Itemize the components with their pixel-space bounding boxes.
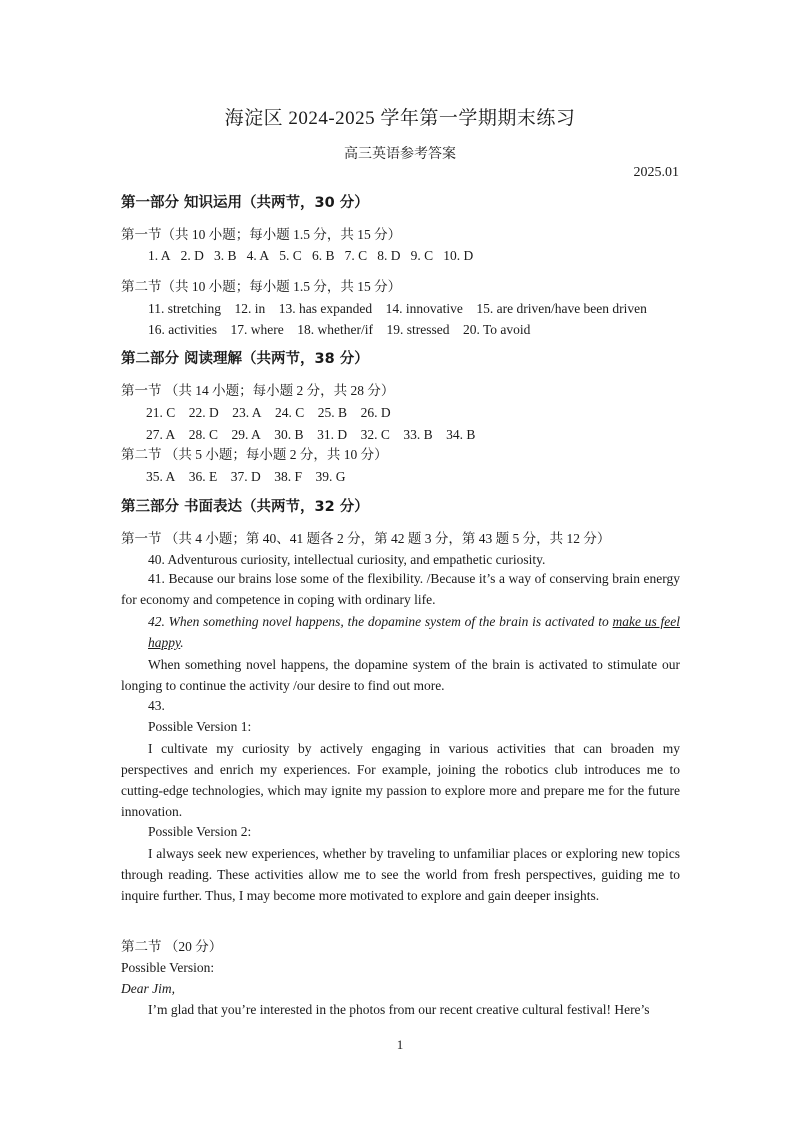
answer-17: 17. where <box>230 322 284 337</box>
part1-sec2-row1 <box>148 300 647 317</box>
answer-42-prefix: 42. When something novel happens, the dopamine system of the brain is activated to <box>148 614 613 629</box>
answer-40: 40. Adventurous curiosity, intellectual curiosity, and empathetic curiosity. <box>148 552 546 567</box>
document-title: 海淀区 2024-2025 学年第一学期期末练习 <box>224 108 576 129</box>
part2-sec1-row2 <box>146 426 475 443</box>
answer-43-label: 43. <box>148 698 165 713</box>
answer-42-underlined: make us feel happy <box>148 614 680 650</box>
answer-2: 2. D <box>180 248 204 263</box>
answer-12: 12. in <box>234 301 266 316</box>
answer-13: 13. has expanded <box>278 301 373 316</box>
part2-sec2-answers <box>146 468 346 485</box>
part1-sec1-answers <box>148 247 473 264</box>
answer-42-suffix: . <box>180 635 184 650</box>
version-1-text: I cultivate my curiosity by actively engaging in various activities that can broaden my perspectives and enrich my experiences. For example, joining the robotics club introduces me to cutting-edge technologies, which may ignite my passion to explore more and prepare me for the future innovation. <box>121 741 680 819</box>
part2-heading: 第二部分 阅读理解（共两节，38 分） <box>121 351 369 367</box>
answer-39: 39. G <box>315 469 346 484</box>
answer-18: 18. whether/if <box>297 322 373 337</box>
answer-31: 31. D <box>317 427 348 442</box>
answer-24: 24. C <box>275 405 305 420</box>
part2-sec1-row1 <box>146 404 391 421</box>
answer-22: 22. D <box>188 405 219 420</box>
answer-37: 37. D <box>230 469 261 484</box>
answer-36: 36. E <box>188 469 218 484</box>
answer-42-alternative: When something novel happens, the dopamine system of the brain is activated to stimulate our longing to continue the activity /our desire to find out more. <box>121 657 680 693</box>
part3-sec2-label: 第二节 （20 分） <box>121 939 223 954</box>
answer-3: 3. B <box>214 248 237 263</box>
part3-sec1-label: 第一节 （共 4 小题；第 40、41 题各 2 分，第 42 题 3 分，第 43 题 5 分，共 12 分） <box>121 531 611 546</box>
possible-version-label: Possible Version: <box>121 960 215 975</box>
answer-1: 1. A <box>148 248 171 263</box>
answer-8: 8. D <box>377 248 401 263</box>
part1-sec2-label: 第二节（共 10 小题；每小题 1.5 分，共 15 分） <box>121 279 402 294</box>
answer-10: 10. D <box>443 248 474 263</box>
answer-23: 23. A <box>232 405 262 420</box>
answer-25: 25. B <box>317 405 348 420</box>
answer-26: 26. D <box>360 405 391 420</box>
letter-salutation: Dear Jim, <box>121 981 175 996</box>
answer-34: 34. B <box>446 427 476 442</box>
part3-heading: 第三部分 书面表达（共两节，32 分） <box>121 499 369 515</box>
answer-42 <box>148 611 680 653</box>
answer-15: 15. are driven/have been driven <box>476 301 647 316</box>
answer-35: 35. A <box>146 469 176 484</box>
part2-sec2-label: 第二节 （共 5 小题；每小题 2 分，共 10 分） <box>121 447 388 462</box>
answer-33: 33. B <box>403 427 433 442</box>
answer-11: 11. stretching <box>148 301 221 316</box>
answer-41: 41. Because our brains lose some of the flexibility. /Because it’s a way of conserving brain energy for economy and competence in coping with ordinary life. <box>121 571 680 607</box>
answer-14: 14. innovative <box>385 301 463 316</box>
letter-body: I’m glad that you’re interested in the photos from our recent creative cultural festival! Here’s <box>148 1002 650 1017</box>
answer-7: 7. C <box>344 248 368 263</box>
answer-9: 9. C <box>410 248 434 263</box>
answer-19: 19. stressed <box>386 322 450 337</box>
answer-16: 16. activities <box>148 322 217 337</box>
answer-5: 5. C <box>279 248 302 263</box>
part2-sec1-label: 第一节 （共 14 小题；每小题 2 分，共 28 分） <box>121 383 395 398</box>
version-2-label: Possible Version 2: <box>148 824 252 839</box>
answer-6: 6. B <box>311 248 335 263</box>
answer-20: 20. To avoid <box>462 322 531 337</box>
document-date: 2025.01 <box>633 165 679 180</box>
part1-sec1-label: 第一节（共 10 小题；每小题 1.5 分，共 15 分） <box>121 227 402 242</box>
part1-heading: 第一部分 知识运用（共两节，30 分） <box>121 195 369 211</box>
version-2-text: I always seek new experiences, whether by traveling to unfamiliar places or exploring new topics through reading. These activities allow me to see the world from fresh perspectives, guiding me to inquire further. Thus, I may become more motivated to explore and gain deeper insights. <box>121 846 680 903</box>
answer-4: 4. A <box>246 248 270 263</box>
part1-sec2-row2 <box>148 321 530 338</box>
version-1-label: Possible Version 1: <box>148 719 252 734</box>
answer-27: 27. A <box>146 427 176 442</box>
document-subtitle: 高三英语参考答案 <box>344 147 456 162</box>
answer-38: 38. F <box>274 469 303 484</box>
answer-32: 32. C <box>360 427 390 442</box>
answer-28: 28. C <box>188 427 219 442</box>
answer-29: 29. A <box>231 427 261 442</box>
answer-30: 30. B <box>274 427 304 442</box>
page-number: 1 <box>396 1037 404 1052</box>
answer-21: 21. C <box>146 405 176 420</box>
